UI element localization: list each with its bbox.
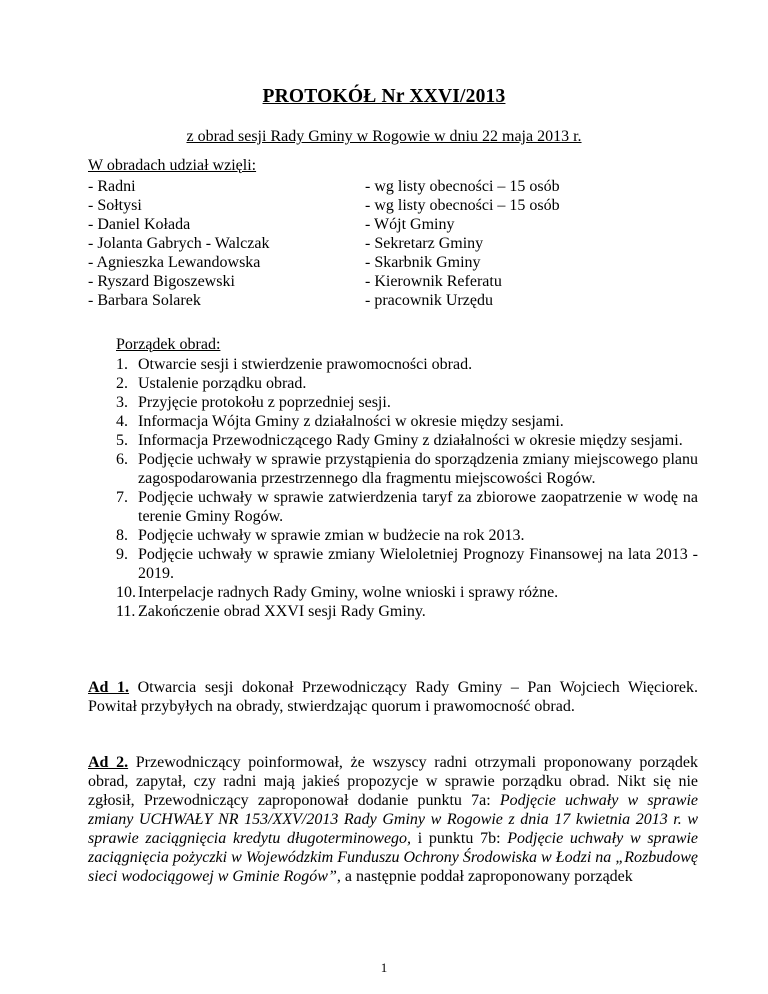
- attendance-role: - Kierownik Referatu: [365, 273, 502, 290]
- agenda-item: [116, 412, 698, 431]
- attendance-name: - Ryszard Bigoszewski: [88, 273, 235, 290]
- attendance-roles: [365, 177, 560, 310]
- attendance-name: - Agnieszka Lewandowska: [88, 254, 261, 271]
- agenda-item-number: 10.: [116, 584, 136, 601]
- agenda-item: [116, 526, 698, 545]
- agenda-item: [116, 488, 698, 526]
- ad2-label: Ad 2.: [88, 754, 129, 771]
- agenda-item: [116, 450, 698, 488]
- ad2-italic-2: Podjęcie uchwały w sprawie zaciągnięcia pożyczki w Wojewódzkim Funduszu Ochrony Środowiska w Łodzi na „Rozbudowę sieci wodociągowej w Gminie Rogów”: [88, 830, 698, 885]
- agenda-item-number: 9.: [116, 546, 128, 563]
- attendance-role: - Wójt Gminy: [365, 216, 455, 233]
- ad2-text-3: , a następnie poddał zaproponowany porządek: [336, 868, 633, 885]
- page-number: 1: [380, 960, 388, 975]
- agenda-item: [116, 545, 698, 583]
- agenda-item-number: 6.: [116, 451, 128, 468]
- agenda-item-text: Podjęcie uchwały w sprawie zmiany Wieloletniej Prognozy Finansowej na lata 2013 - 2019.: [138, 546, 698, 582]
- agenda-item-number: 1.: [116, 356, 128, 373]
- ad2-italic-1: Podjęcie uchwały w sprawie zmiany UCHWAŁY NR 153/XXV/2013 Rady Gminy w Rogowie z dnia 17 kwietnia 2013 r. w sprawie zaciągnięcia kredytu długoterminowego,: [88, 792, 698, 847]
- agenda-item: [116, 393, 698, 412]
- attendance-role: - Sekretarz Gminy: [365, 235, 484, 252]
- agenda-item-text: Informacja Wójta Gminy z działalności w okresie między sesjami.: [138, 413, 564, 430]
- attendance-heading: W obradach udział wzięli:: [88, 157, 257, 174]
- attendance-name: - Sołtysi: [88, 197, 142, 214]
- ad1-paragraph: [88, 678, 698, 716]
- attendance-names: [88, 177, 269, 310]
- agenda-item-text: Podjęcie uchwały w sprawie zatwierdzenia taryf za zbiorowe zaopatrzenie w wodę na terenie Gminy Rogów.: [138, 489, 698, 525]
- agenda-item-number: 5.: [116, 432, 128, 449]
- agenda-item-number: 3.: [116, 394, 128, 411]
- document-subtitle: z obrad sesji Rady Gminy w Rogowie w dniu 22 maja 2013 r.: [186, 128, 582, 145]
- agenda-item: [116, 602, 698, 621]
- attendance-role: - wg listy obecności – 15 osób: [365, 197, 560, 214]
- attendance-name: - Jolanta Gabrych - Walczak: [88, 235, 270, 252]
- agenda-item-text: Podjęcie uchwały w sprawie zmian w budżecie na rok 2013.: [138, 527, 525, 544]
- agenda-item-text: Podjęcie uchwały w sprawie przystąpienia do sporządzenia zmiany miejscowego planu zagospodarowania przestrzennego dla fragmentu miejscowości Rogów.: [138, 451, 698, 487]
- agenda-item-text: Interpelacje radnych Rady Gminy, wolne wnioski i sprawy różne.: [138, 584, 559, 601]
- attendance-name: - Barbara Solarek: [88, 292, 201, 309]
- agenda-item: [116, 355, 698, 374]
- ad1-label: Ad 1.: [88, 679, 130, 696]
- agenda-item: [116, 374, 698, 393]
- agenda-item-text: Informacja Przewodniczącego Rady Gminy z działalności w okresie między sesjami.: [138, 432, 683, 449]
- attendance-name: - Daniel Kołada: [88, 216, 191, 233]
- agenda-item-number: 11.: [116, 603, 136, 620]
- agenda-list: [116, 355, 698, 621]
- ad2-paragraph: [88, 753, 698, 886]
- agenda-item-text: Zakończenie obrad XXVI sesji Rady Gminy.: [138, 603, 426, 620]
- agenda-item-number: 8.: [116, 527, 128, 544]
- agenda-item-number: 2.: [116, 375, 128, 392]
- ad2-text-1: Przewodniczący poinformował, że wszyscy radni otrzymali proponowany porządek obrad, zapytał, czy radni mają jakieś propozycje w sprawie porządku obrad. Nikt się nie zgłosił, Przewodniczący zaproponował dodanie punktu 7a:: [88, 754, 699, 809]
- agenda-item: [116, 583, 698, 602]
- attendance-role: - Skarbnik Gminy: [365, 254, 481, 271]
- agenda-item-text: Ustalenie porządku obrad.: [138, 375, 307, 392]
- attendance-name: - Radni: [88, 178, 136, 195]
- agenda-item-number: 4.: [116, 413, 128, 430]
- agenda-item-text: Przyjęcie protokołu z poprzedniej sesji.: [138, 394, 391, 411]
- attendance-role: - wg listy obecności – 15 osób: [365, 178, 560, 195]
- attendance-role: - pracownik Urzędu: [365, 292, 493, 309]
- agenda-item-text: Otwarcie sesji i stwierdzenie prawomocności obrad.: [138, 356, 473, 373]
- agenda-item: [116, 431, 698, 450]
- document-title: PROTOKÓŁ Nr XXVI/2013: [262, 86, 506, 107]
- agenda-item-number: 7.: [116, 489, 128, 506]
- ad1-text: Otwarcia sesji dokonał Przewodniczący Rady Gminy – Pan Wojciech Więciorek. Powitał przybyłych na obrady, stwierdzając quorum i prawomocność obrad.: [88, 679, 699, 715]
- ad2-text-2: i punktu 7b:: [411, 830, 508, 847]
- agenda-heading: Porządek obrad:: [116, 336, 221, 353]
